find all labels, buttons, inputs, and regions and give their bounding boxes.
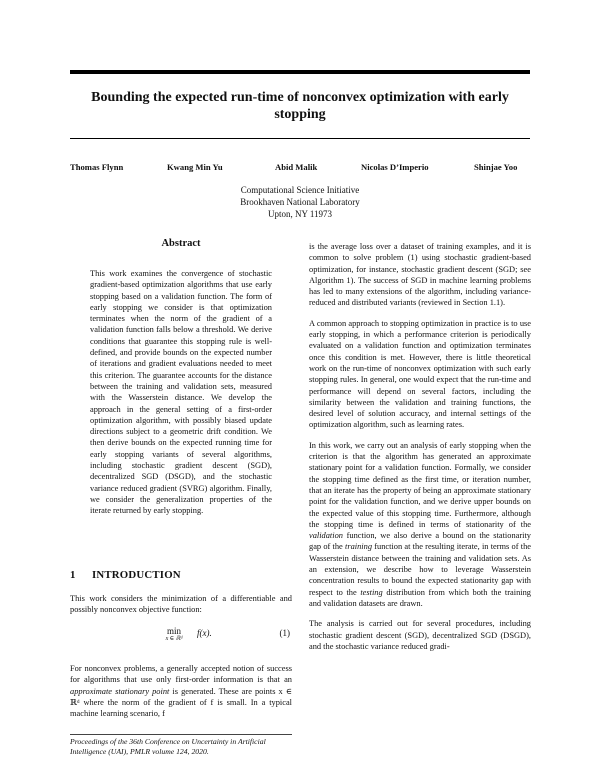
affiliation xyxy=(150,184,450,220)
text-run: is generated. These are points x ∈ ℝᵈ where the norm of the gradient of f is small. In a typical machine learning scenario, f xyxy=(70,686,292,719)
author-name: Nicolas D’Imperio xyxy=(361,162,429,172)
equation-1 xyxy=(70,626,292,652)
author-name: Shinjae Yoo xyxy=(474,162,518,172)
equation-expression: f(x). xyxy=(197,628,212,638)
equation-subscript: x ∈ ℝᵈ xyxy=(165,636,183,642)
abstract-text: This work examines the convergence of stochastic gradient-based optimization algorithms that use early stopping based on a validation function. The form of early stopping we consider is that optimization terminates when the norm of the gradient of a validation function falls below a threshold. We derive conditions that guarantee this stopping rule is well-defined, and provide bounds on the expected number of iterations and gradient evaluations needed to meet this criterion. The guarantee accounts for the distance between the training and validation sets, measured with the Wasserstein distance. We develop the approach in the general setting of a first-order optimization algorithm, with possibly biased update directions subject to a geometric drift condition. We then derive bounds on the expected running time for early stopping variants of several algorithms, including stochastic gradient descent (SGD), decentralized SGD (DSGD), and the stochastic variance reduced gradient (SVRG) algorithm. Finally, we consider the generalization properties of the iterate returned by early stopping. xyxy=(90,269,272,516)
affiliation-line: Upton, NY 11973 xyxy=(267,209,333,219)
right-paragraph-3 xyxy=(309,440,531,609)
author-name: Thomas Flynn xyxy=(70,162,124,172)
section-heading xyxy=(70,569,181,581)
right-column xyxy=(309,241,531,661)
author-list xyxy=(0,162,600,176)
author-name: Kwang Min Yu xyxy=(167,162,223,172)
intro-paragraph-2 xyxy=(70,663,292,719)
proceedings-footnote: Proceedings of the 36th Conference on Uncertainty in Artificial Intelligence (UAI), PMLR volume 124, 2020. xyxy=(70,734,292,757)
section-title: INTRODUCTION xyxy=(92,569,181,581)
equation-min-operator xyxy=(154,626,194,643)
affiliation-line: Brookhaven National Laboratory xyxy=(240,197,360,207)
equation-number: (1) xyxy=(279,628,290,638)
text-run: In this work, we carry out an analysis of early stopping when the criterion is that the algorithm has generated an approximate stationary point for a validation function. Formally, we consider the stopping time defined as the first time, or iteration number, that an iterate has the property of being an approximate stationary point for the validation function, and we derive upper bounds on the expected value of this stopping time. Furthermore, although the stopping time is defined in terms of stationarity of the xyxy=(309,440,531,529)
paper-title: Bounding the expected run-time of nonconvex optimization with early stopping xyxy=(91,90,509,122)
author-name: Abid Malik xyxy=(275,162,318,172)
intro-paragraph-1: This work considers the minimization of a differentiable and possibly nonconvex objective function: xyxy=(70,594,292,615)
text-run: function, we also derive a bound on the stationarity gap of the xyxy=(309,531,531,552)
emphasis-text: testing xyxy=(360,587,383,597)
right-paragraph-1: is the average loss over a dataset of training examples, and it is common to solve problem (1) using stochastic gradient-based optimization, for instance, stochastic gradient descent (SGD; see Algorithm 1). The success of SGD in machine learning problems has led to many extensions of the algorithm, including variance-reduced and distributed variants (reviewed in Section 1.1). xyxy=(309,242,531,308)
emphasis-text: training xyxy=(345,542,373,552)
abstract-heading: Abstract xyxy=(161,238,201,249)
text-run: function at the resulting iterate, in terms of the Wasserstein distance between the training and validation sets. As an extension, we describe how to leverage Wasserstein concentration results to bound the expected stationarity gap with respect to the xyxy=(309,542,531,597)
title-rule-bottom xyxy=(70,138,530,139)
emphasis-text: validation xyxy=(309,531,343,541)
affiliation-line: Computational Science Initiative xyxy=(240,185,360,195)
section-number: 1 xyxy=(70,569,76,581)
text-run: For nonconvex problems, a generally accepted notion of success for algorithms that use only first-order information is that an xyxy=(70,664,292,685)
right-paragraph-4: The analysis is carried out for several procedures, including stochastic gradient descent (SGD), decentralized SGD (DSGD), and the stochastic variance reduced gradi- xyxy=(309,619,531,651)
text-run: distribution from which both the training and validation datasets are drawn. xyxy=(309,587,531,608)
right-paragraph-2: A common approach to stopping optimization in practice is to use early stopping, in which a performance criterion is periodically evaluated on a validation function and optimization terminates once this condition is met. However, there is little theoretical work on the run-time of nonconvex optimization with such early stopping rules. In general, one would expect that the run-time and performance will depend on several factors, including the similarity between the validation and training functions, the desired level of solution accuracy, and internal settings of the optimization algorithm, such as learning rates. xyxy=(309,318,531,430)
emphasis-text: approximate stationary point xyxy=(70,686,170,696)
title-rule-top xyxy=(70,70,530,74)
equation-min: min xyxy=(166,626,181,636)
